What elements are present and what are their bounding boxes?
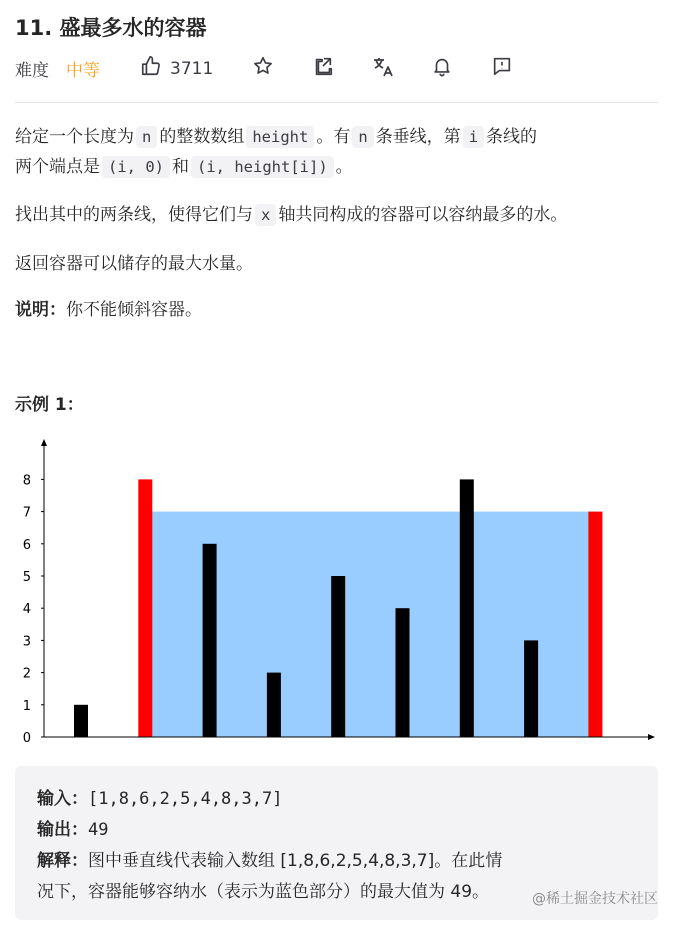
y-tick-label: 1: [22, 698, 31, 714]
y-tick-label: 2: [22, 666, 31, 682]
problem-meta-bar: [15, 53, 655, 83]
difficulty-label: 难度: [15, 61, 49, 81]
inline-code: (i, 0): [102, 156, 170, 178]
y-tick-label: 6: [22, 537, 31, 553]
bar: [460, 479, 474, 737]
like-count: 3711: [170, 58, 214, 79]
star-icon: [252, 55, 274, 77]
like-button[interactable]: [140, 55, 213, 82]
example-explanation-line-2: 况下，容器能够容纳水（表示为蓝色部分）的最大值为 49。: [37, 882, 490, 902]
bar: [396, 608, 410, 737]
inline-code: (i, height[i]): [191, 156, 334, 178]
note: [15, 296, 202, 325]
example-output: 输出：49: [37, 820, 109, 840]
note-label: 说明：: [15, 300, 66, 320]
bar: [203, 544, 217, 737]
description-line-1: 给定一个长度为 n 的整数数组 height 。有 n 条垂线，第 i 条线的: [15, 127, 538, 147]
bar: [588, 512, 602, 737]
header-divider: [15, 102, 658, 103]
inline-code: n: [352, 126, 373, 148]
description-paragraph-3: 返回容器可以储存的最大水量。: [15, 254, 253, 274]
example-heading: 示例 1：: [15, 395, 84, 415]
y-tick-label: 4: [22, 602, 31, 618]
translate-icon: [371, 55, 395, 79]
y-axis-arrow: [41, 439, 47, 446]
y-tick-label: 8: [22, 473, 31, 489]
bar: [74, 705, 88, 737]
example-input: 输入：[1,8,6,2,5,4,8,3,7]: [37, 789, 283, 809]
problem-title: 11. 盛最多水的容器: [15, 16, 207, 40]
bell-icon: [431, 55, 453, 77]
description-line-2: 两个端点是 (i, 0) 和 (i, height[i]) 。: [15, 157, 353, 177]
inline-code: n: [136, 126, 157, 148]
y-tick-label: 7: [22, 505, 31, 521]
subscribe-button[interactable]: [431, 55, 455, 79]
translate-button[interactable]: [371, 55, 395, 79]
bar: [138, 479, 152, 737]
watermark: @稀土掘金技术社区: [532, 891, 658, 907]
inline-code: height: [246, 126, 314, 148]
bar: [331, 576, 345, 737]
share-icon: [312, 55, 334, 77]
container-chart: [0, 430, 680, 760]
note-text: 你不能倾斜容器。: [66, 300, 202, 320]
y-tick-label: 3: [22, 634, 31, 650]
inline-code: i: [463, 126, 484, 148]
feedback-icon: [491, 55, 513, 77]
share-button[interactable]: [312, 55, 336, 79]
star-button[interactable]: [252, 55, 276, 79]
example-explanation-line-1: 解释：图中垂直线代表输入数组 [1,8,6,2,5,4,8,3,7]。在此情: [37, 851, 503, 871]
feedback-button[interactable]: [491, 55, 515, 79]
y-tick-label: 5: [22, 570, 31, 585]
inline-code: x: [255, 204, 276, 226]
thumbs-up-icon: [140, 55, 162, 82]
y-tick-label: 0: [22, 731, 31, 746]
x-axis-arrow: [648, 734, 655, 740]
difficulty-value: 中等: [66, 61, 100, 81]
description-paragraph-2: 找出其中的两条线，使得它们与 x 轴共同构成的容器可以容纳最多的水。: [15, 205, 568, 225]
bar: [267, 673, 281, 737]
bar: [524, 640, 538, 737]
